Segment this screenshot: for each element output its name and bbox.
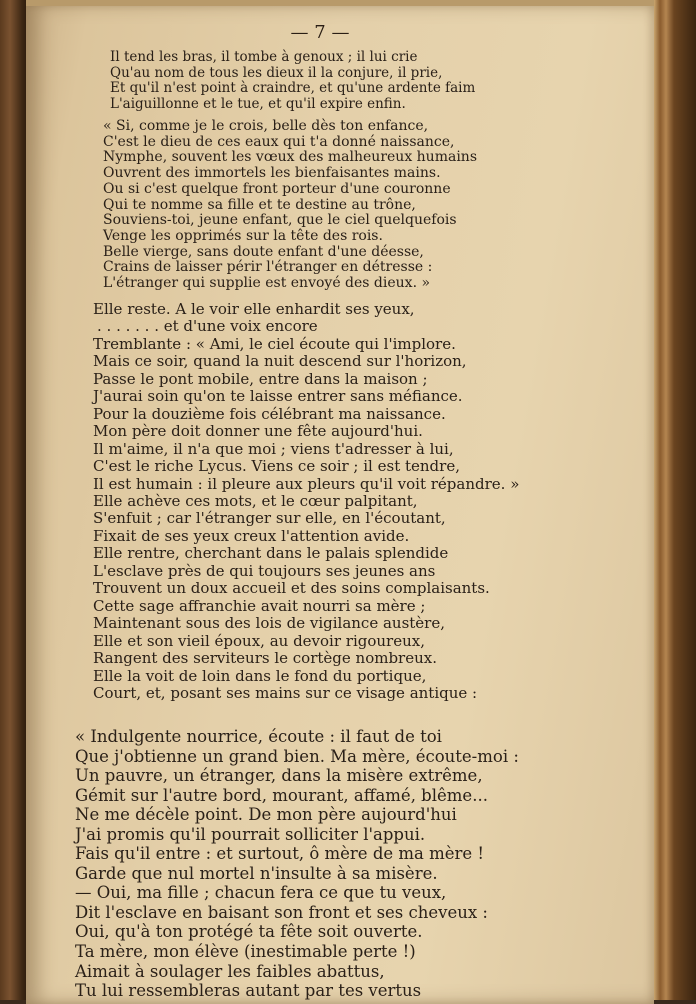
verse-line: . . . . . . . et d'une voix encore bbox=[97, 317, 318, 336]
verse-line: Oui, qu'à ton protégé ta fête soit ouverte. bbox=[75, 922, 423, 942]
verse-line: Elle la voit de loin dans le fond du portique, bbox=[93, 666, 427, 685]
verse-line: Il tend les bras, il tombe à genoux ; il lui crie bbox=[110, 49, 418, 65]
verse-line: Venge les opprimés sur la tête des rois. bbox=[103, 227, 383, 244]
verse-line: L'aiguillonne et le tue, et qu'il expire enfin. bbox=[110, 95, 406, 112]
stanza-4 bbox=[75, 727, 519, 1001]
verse-line: J'ai promis qu'il pourrait solliciter l'appui. bbox=[75, 824, 426, 844]
verse-line: Elle et son vieil époux, au devoir rigoureux, bbox=[93, 631, 425, 650]
verse-line: J'aurai soin qu'on te laisse entrer sans méfiance. bbox=[93, 387, 463, 406]
verse-line: Aimait à soulager les faibles abattus, bbox=[75, 961, 385, 981]
verse-line: Passe le pont mobile, entre dans la maison ; bbox=[93, 369, 428, 388]
verse-line: Cette sage affranchie avait nourri sa mère ; bbox=[93, 596, 426, 615]
verse-line: Gémit sur l'autre bord, mourant, affamé, blême... bbox=[75, 785, 488, 805]
verse-line: Mon père doit donner une fête aujourd'hui. bbox=[93, 422, 423, 441]
verse-line: Un pauvre, un étranger, dans la misère extrême, bbox=[75, 766, 483, 786]
verse-line: C'est le dieu de ces eaux qui t'a donné naissance, bbox=[103, 133, 455, 150]
verse-line: Ou si c'est quelque front porteur d'une couronne bbox=[103, 180, 451, 197]
verse-line: Ne me décèle point. De mon père aujourd'hui bbox=[75, 805, 457, 825]
verse-line: Il est humain : il pleure aux pleurs qu'il voit répandre. » bbox=[93, 474, 520, 493]
verse-line: Elle reste. A le voir elle enhardit ses yeux, bbox=[93, 300, 415, 318]
verse-line: Crains de laisser périr l'étranger en détresse : bbox=[103, 259, 433, 276]
verse-line: Qui te nomme sa fille et te destine au trône, bbox=[103, 196, 416, 213]
verse-line: Souviens-toi, jeune enfant, que le ciel quelquefois bbox=[103, 212, 457, 229]
verse-line: Tremblante : « Ami, le ciel écoute qui l'implore. bbox=[93, 334, 456, 353]
verse-line: Rangent des serviteurs le cortège nombreux. bbox=[93, 649, 437, 668]
verse-line: Elle rentre, cherchant dans le palais splendide bbox=[93, 544, 449, 563]
verse-line: « Si, comme je le crois, belle dès ton enfance, bbox=[103, 118, 429, 134]
verse-line: Belle vierge, sans doute enfant d'une déesse, bbox=[103, 243, 424, 260]
verse-line: L'étranger qui supplie est envoyé des dieux. » bbox=[103, 275, 431, 292]
verse-line: Garde que nul mortel n'insulte à sa misère. bbox=[75, 863, 438, 883]
verse-line: Trouvent un doux accueil et des soins complaisants. bbox=[93, 579, 490, 598]
verse-line: Fixait de ses yeux creux l'attention avide. bbox=[93, 526, 410, 545]
verse-line: C'est le riche Lycus. Viens ce soir ; il est tendre, bbox=[93, 457, 460, 476]
verse-line: — Oui, ma fille ; chacun fera ce que tu veux, bbox=[75, 883, 447, 903]
verse-line: Nymphe, souvent les vœux des malheureux humains bbox=[103, 149, 478, 166]
verse-line: Court, et, posant ses mains sur ce visage antique : bbox=[93, 683, 478, 702]
verse-line: Il m'aime, il n'a que moi ; viens t'adresser à lui, bbox=[93, 439, 454, 458]
book-edge bbox=[654, 0, 696, 1000]
page-number: — 7 — bbox=[290, 22, 350, 43]
verse-line: Elle achève ces mots, et le cœur palpitant, bbox=[93, 491, 418, 510]
verse-line: Fais qu'il entre : et surtout, ô mère de ma mère ! bbox=[75, 844, 485, 864]
verse-line: Qu'au nom de tous les dieux il la conjure, il prie, bbox=[110, 64, 443, 81]
verse-line: Et qu'il n'est point à craindre, et qu'une ardente faim bbox=[110, 80, 476, 96]
verse-line: Que j'obtienne un grand bien. Ma mère, écoute-moi : bbox=[75, 746, 519, 766]
verse-line: Pour la douzième fois célébrant ma naissance. bbox=[93, 404, 446, 423]
page-top-edge bbox=[26, 0, 654, 6]
verse-line: Maintenant sous des lois de vigilance austère, bbox=[93, 614, 446, 633]
stanza-3 bbox=[93, 301, 519, 702]
stanza-2 bbox=[103, 119, 477, 292]
verse-line: Dit l'esclave en baisant son front et ses cheveux : bbox=[75, 902, 488, 922]
stanza-1 bbox=[110, 50, 475, 112]
verse-line: « Indulgente nourrice, écoute : il faut de toi bbox=[75, 727, 442, 746]
verse-line: Ouvrent des immortels les bienfaisantes mains. bbox=[103, 165, 441, 182]
verse-line: S'enfuit ; car l'étranger sur elle, en l'écoutant, bbox=[93, 509, 446, 528]
verse-line: Mais ce soir, quand la nuit descend sur l'horizon, bbox=[93, 352, 467, 371]
verse-line: Tu lui ressembleras autant par tes vertus bbox=[75, 981, 422, 1001]
verse-line: Ta mère, mon élève (inestimable perte !) bbox=[75, 942, 416, 962]
verse-line: L'esclave près de qui toujours ses jeunes ans bbox=[93, 561, 436, 580]
